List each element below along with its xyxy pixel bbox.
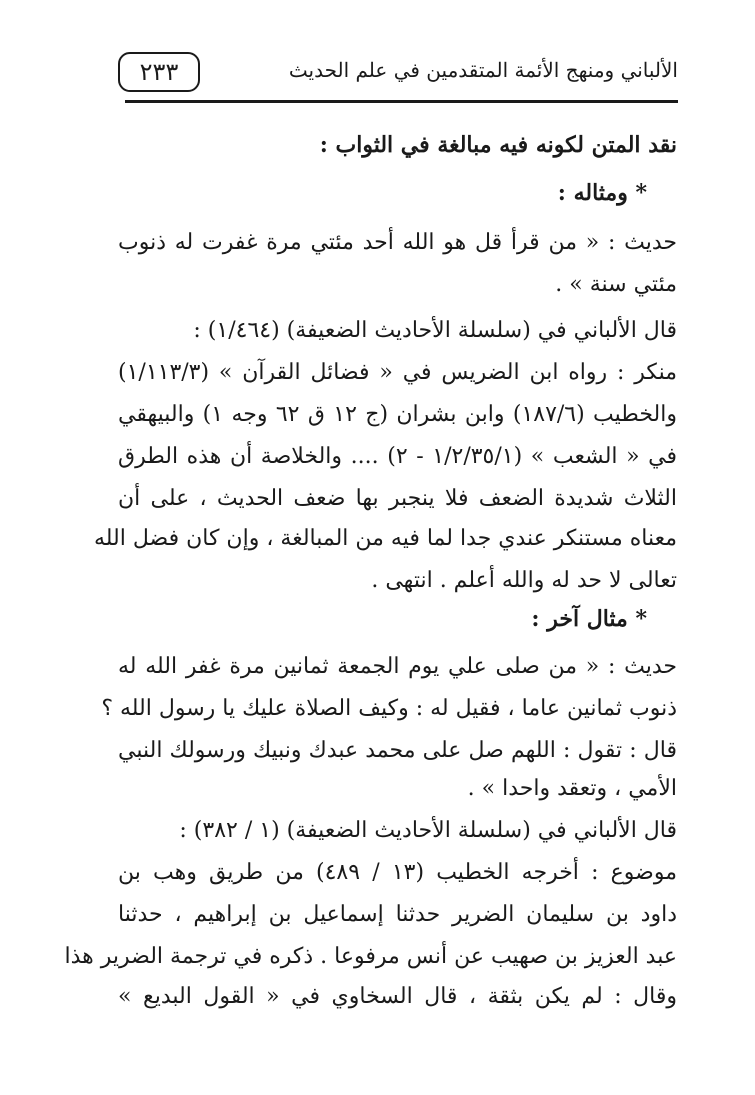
text-line: قال : تقول : اللهم صل على محمد عبدك ونبيك ورسولك النبي — [118, 738, 677, 763]
text-line: قال الألباني في (سلسلة الأحاديث الضعيفة) (١/٤٦٤) : — [193, 318, 677, 343]
text-line: معناه مستنكر عندي جدا لما فيه من المبالغة ، وإن كان فضل الله — [93, 526, 677, 551]
text-line: وقال : لم يكن بثقة ، قال السخاوي في « القول البديع » — [118, 984, 677, 1009]
example-heading: * مثال آخر : — [531, 606, 647, 632]
text-line: الأمي ، وتعقد واحدا » . — [467, 776, 677, 801]
running-title: الألباني ومنهج الأئمة المتقدمين في علم الحديث — [288, 58, 678, 82]
page-number-box: ٢٣٣ — [118, 52, 200, 92]
section-heading: نقد المتن لكونه فيه مبالغة في الثواب : — [319, 132, 677, 158]
text-line: عبد العزيز بن صهيب عن أنس مرفوعا . ذكره في ترجمة الضرير هذا — [64, 944, 677, 969]
text-line: ذنوب ثمانين عاما ، فقيل له : وكيف الصلاة عليك يا رسول الله ؟ — [101, 696, 677, 721]
text-line: الثلاث شديدة الضعف فلا ينجبر بها ضعف الحديث ، على أن — [118, 486, 677, 511]
header-divider — [125, 100, 678, 103]
text-line: حديث : « من صلى علي يوم الجمعة ثمانين مرة غفر الله له — [118, 654, 677, 679]
text-line: تعالى لا حد له والله أعلم . انتهى . — [371, 568, 677, 593]
text-line: قال الألباني في (سلسلة الأحاديث الضعيفة) (١ / ٣٨٢) : — [179, 818, 677, 843]
text-line: موضوع : أخرجه الخطيب (١٣ / ٤٨٩) من طريق وهب بن — [118, 860, 677, 885]
example-heading: * ومثاله : — [557, 180, 647, 206]
text-line: حديث : « من قرأ قل هو الله أحد مئتي مرة غفرت له ذنوب — [118, 230, 677, 255]
page-header — [118, 52, 678, 102]
text-line: داود بن سليمان الضرير حدثنا إسماعيل بن إبراهيم ، حدثنا — [118, 902, 677, 927]
text-line: مئتي سنة » . — [555, 272, 677, 297]
text-line: والخطيب (١٨٧/٦) وابن بشران (ج ١٢ ق ٦٢ وجه ١) والبيهقي — [118, 402, 677, 427]
text-line: في « الشعب » (١/٢/٣٥/١ - ٢) .... والخلاصة أن هذه الطرق — [118, 444, 678, 469]
text-line: منكر : رواه ابن الضريس في « فضائل القرآن » (١/١١٣/٣) — [118, 360, 677, 385]
